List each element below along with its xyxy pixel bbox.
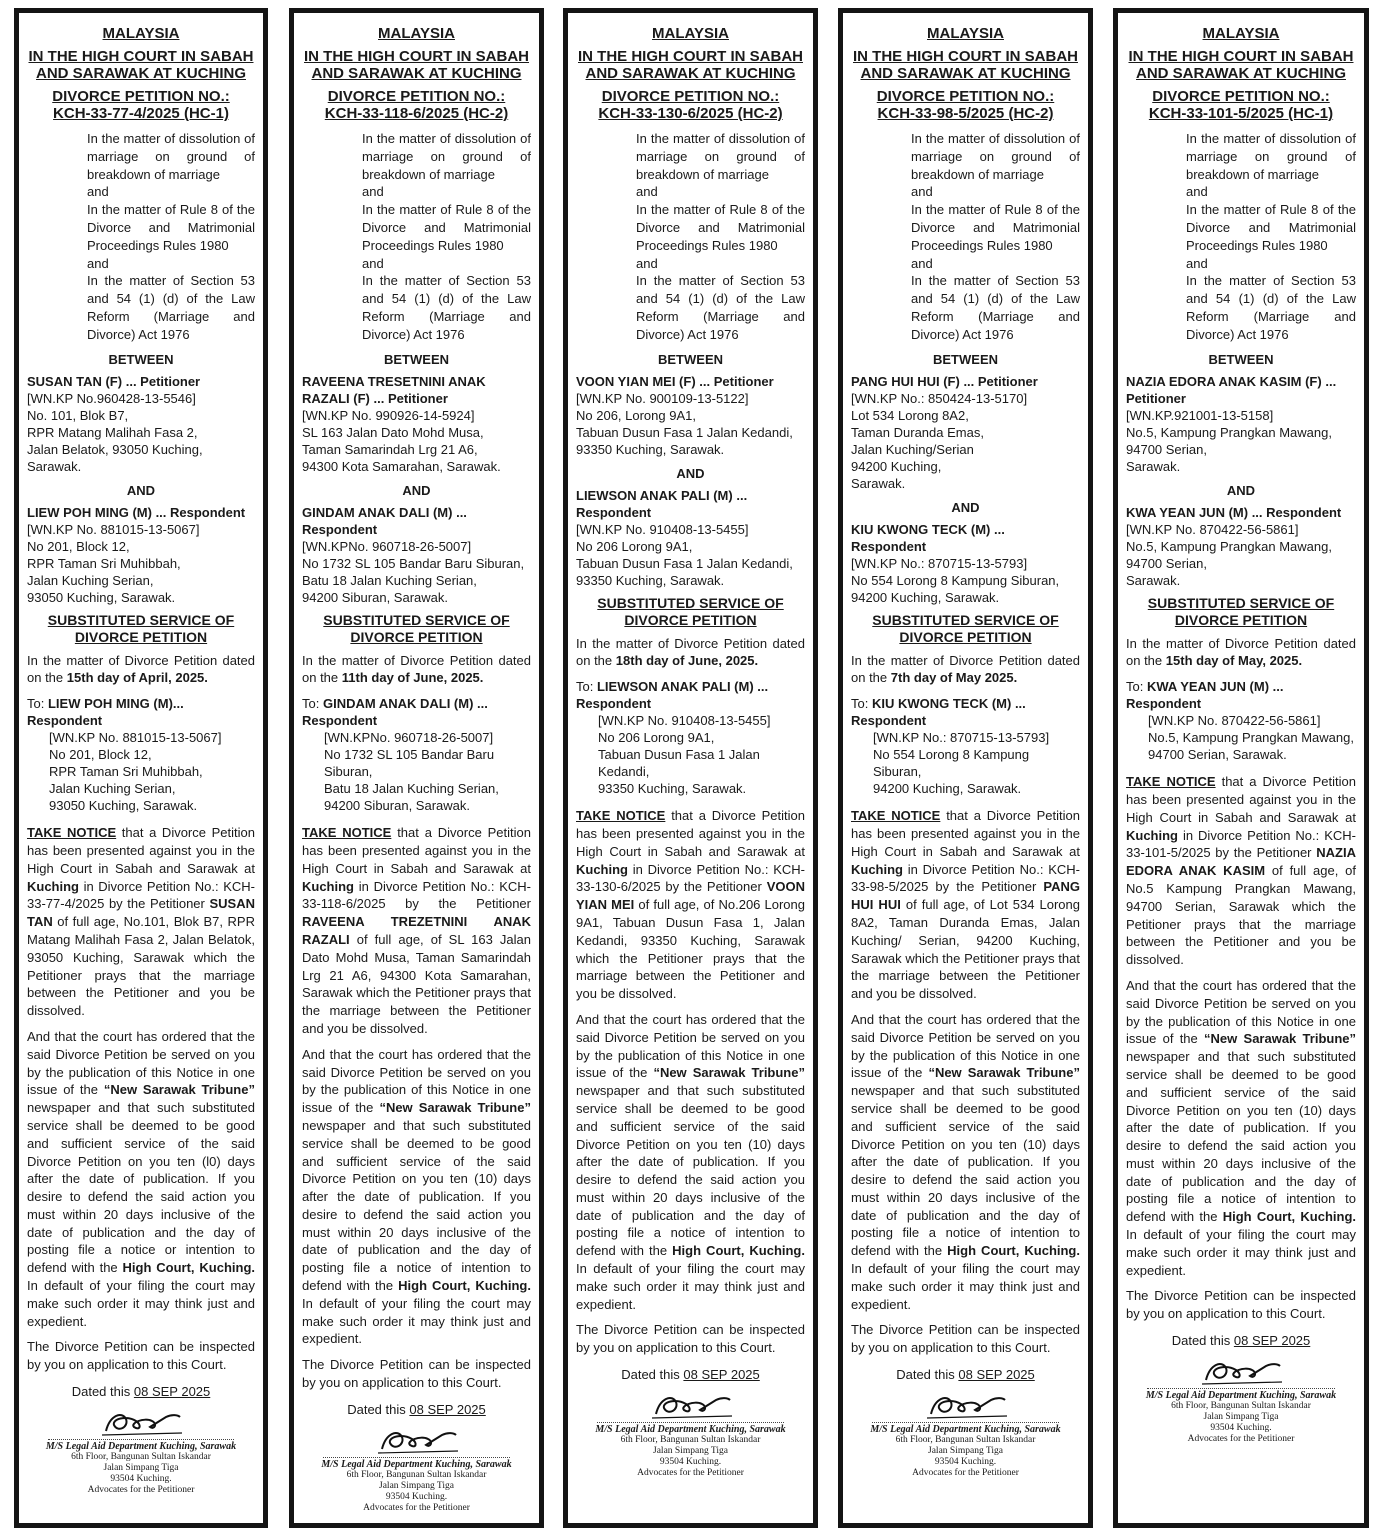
- service-title: SUBSTITUTED SERVICE OF DIVORCE PETITION: [597, 594, 784, 628]
- matter-line: In the matter of Section 53 and 54 (1) (d) of the Law Reform (Marriage and Divorce) Act 1976: [87, 273, 255, 342]
- petitioner-address: [WN.KP No.960428-13-5546] No. 101, Blok B7, RPR Matang Malihah Fasa 2, Jalan Belatok, 93050 Kuching, Sarawak.: [27, 390, 203, 474]
- take-notice-petitioner: SUSAN TAN: [27, 896, 255, 930]
- signature-icon: [372, 1423, 462, 1457]
- to-address: [WN.KPNo. 960718-26-5007] No 1732 SL 105 Bandar Baru Siburan, Batu 18 Jalan Kuching Serian, 94200 Siburan, Sarawak.: [324, 730, 499, 814]
- order-newspaper: “New Sarawak Tribune”: [1204, 1031, 1356, 1047]
- petitioner-block: [851, 373, 1080, 492]
- order-court: High Court, Kuching.: [672, 1243, 805, 1259]
- signature: [27, 1405, 255, 1439]
- take-notice-text-c: of full age, of SL 163 Jalan Dato Mohd Musa, Taman Samarindah Lrg 21 A6, 94300 Kota Samarahan, Sarawak which the Petitioner prays that the marriage between the Petitioner and you be dissolved.: [302, 931, 531, 1036]
- firm-city: 93504 Kuching.: [385, 1491, 448, 1502]
- petition-label: DIVORCE PETITION NO.:: [52, 88, 230, 105]
- dated-label: Dated this: [347, 1401, 406, 1417]
- to-name: LIEWSON ANAK PALI (M) ... Respondent: [576, 679, 769, 712]
- firm-role: Advocates for the Petitioner: [637, 1468, 744, 1479]
- petition-number: KCH-33-77-4/2025 (HC-1): [53, 105, 229, 122]
- firm-floor: 6th Floor, Bangunan Sultan Iskandar: [1171, 1401, 1311, 1412]
- order-text-c: In default of your filing the court may make such order it may think just and expedient.: [576, 1261, 805, 1312]
- inspect-paragraph: The Divorce Petition can be inspected by you on application to this Court.: [302, 1357, 531, 1391]
- dated-date: 08 SEP 2025: [683, 1367, 760, 1383]
- firm-city: 93504 Kuching.: [934, 1457, 997, 1468]
- order-court: High Court, Kuching.: [398, 1278, 531, 1294]
- matter-line: In the matter of dissolution of marriage on ground of breakdown of marriage: [636, 131, 805, 182]
- take-notice-paragraph: [302, 824, 531, 1038]
- petition-date-day: 15th day of May, 2025.: [1165, 653, 1303, 669]
- dated-date: 08 SEP 2025: [409, 1401, 486, 1417]
- order-text-c: In default of your filing the court may make such order it may think just and expedient.: [27, 1278, 255, 1329]
- firm-city: 93504 Kuching.: [110, 1474, 172, 1485]
- dated-label: Dated this: [1171, 1333, 1231, 1349]
- take-notice-text-b: in Divorce Petition No.: KCH-33-98-5/2025 by the Petitioner: [851, 861, 1080, 895]
- order-text-a: And that the court has ordered that the said Divorce Petition be served on you by the publication of this Notice in one issue of the: [302, 1046, 531, 1116]
- firm-role: Advocates for the Petitioner: [1187, 1434, 1295, 1445]
- petition-date-text: [576, 635, 805, 671]
- divorce-notice: [563, 8, 818, 1528]
- firm-block: [27, 1441, 255, 1496]
- to-address: [WN.KP No. 870422-56-5861] No.5, Kampung Prangkan Mawang, 94700 Serian, Sarawak.: [1148, 713, 1354, 763]
- order-paragraph: [576, 1011, 805, 1314]
- petitioner-name: VOON YIAN MEI (F): [576, 373, 696, 389]
- country-heading: MALAYSIA: [652, 25, 729, 42]
- respondent-name: LIEW POH MING (M): [27, 504, 152, 520]
- to-label: To:: [1126, 679, 1144, 695]
- take-notice-petitioner: RAVEENA TREZETNINI ANAK RAZALI: [302, 914, 531, 947]
- take-notice-place: Kuching: [1126, 827, 1178, 843]
- petition-number: KCH-33-130-6/2025 (HC-2): [598, 105, 783, 122]
- dated-line: [27, 1384, 255, 1399]
- matter-line: and: [1186, 255, 1208, 271]
- petitioner-role: ... Petitioner: [963, 373, 1038, 389]
- and-heading: AND: [402, 482, 431, 498]
- and-heading: AND: [951, 499, 980, 515]
- petitioner-address: [WN.KP No. 900109-13-5122] No 206, Lorong 9A1, Tabuan Dusun Fasa 1 Jalan Kedandi, 93350 Kuching, Sarawak.: [576, 390, 793, 457]
- to-block: [27, 695, 255, 814]
- firm-block: [576, 1424, 805, 1479]
- petition-label: DIVORCE PETITION NO.:: [876, 88, 1055, 105]
- take-notice-place: Kuching: [851, 861, 903, 877]
- petition-date-text: [851, 652, 1080, 688]
- signature: [1126, 1354, 1356, 1388]
- order-newspaper: “New Sarawak Tribune”: [653, 1065, 805, 1081]
- take-notice-label: TAKE NOTICE: [576, 808, 666, 824]
- take-notice-text-a: that a Divorce Petition has been presented against you in the High Court in Sabah and Sarawak at: [576, 808, 805, 859]
- take-notice-place: Kuching: [302, 878, 354, 894]
- take-notice-text-b: in Divorce Petition No.: KCH-33-101-5/2025 by the Petitioner: [1126, 827, 1356, 861]
- petitioner-address: [WN.KP.921001-13-5158] No.5, Kampung Prangkan Mawang, 94700 Serian, Sarawak.: [1126, 407, 1332, 474]
- matter-line: and: [362, 255, 384, 271]
- inspect-paragraph: The Divorce Petition can be inspected by you on application to this Court.: [851, 1322, 1080, 1356]
- and-heading: AND: [126, 482, 156, 498]
- firm-floor: 6th Floor, Bangunan Sultan Iskandar: [71, 1452, 211, 1463]
- dated-label: Dated this: [71, 1384, 131, 1400]
- firm-street: Jalan Simpang Tiga: [379, 1480, 454, 1491]
- petition-number: KCH-33-98-5/2025 (HC-2): [877, 105, 1054, 122]
- order-paragraph: [1126, 977, 1356, 1280]
- respondent-role: ... Respondent: [851, 521, 1005, 554]
- to-address: [WN.KP No.: 870715-13-5793] No 554 Lorong 8 Kampung Siburan, 94200 Kuching, Sarawak.: [873, 730, 1050, 797]
- take-notice-label: TAKE NOTICE: [27, 825, 117, 841]
- respondent-address: [WN.KP No. 881015-13-5067] No 201, Block 12, RPR Taman Sri Muhibbah, Jalan Kuching Serian, 93050 Kuching, Sarawak.: [27, 521, 200, 605]
- to-address: [WN.KP No. 910408-13-5455] No 206 Lorong 9A1, Tabuan Dusun Fasa 1 Jalan Kedandi, 93350 Kuching, Sarawak.: [598, 713, 771, 797]
- petition-date-text: [302, 652, 531, 688]
- between-heading: BETWEEN: [658, 351, 723, 367]
- take-notice-text-b: in Divorce Petition No.: KCH-33-118-6/2025 by the Petitioner: [302, 878, 531, 912]
- dated-date: 08 SEP 2025: [133, 1384, 211, 1400]
- firm-role: Advocates for the Petitioner: [363, 1502, 470, 1513]
- respondent-role: ... Respondent: [576, 487, 748, 520]
- take-notice-text-b: in Divorce Petition No.: KCH-33-77-4/2025 by the Petitioner: [27, 878, 255, 912]
- firm-block: [302, 1459, 531, 1514]
- take-notice-text-b: in Divorce Petition No.: KCH-33-130-6/2025 by the Petitioner: [576, 861, 805, 895]
- take-notice-text-a: that a Divorce Petition has been presented against you in the High Court in Sabah and Sarawak at: [302, 825, 531, 876]
- order-text-b: newspaper and that such substituted service shall be deemed to be good and sufficient service of the said Divorce Petition on you ten (10) days after the date of publication. If you desire to defend the said action you must within 20 days inclusive of the date of publication and the day of posting file a notice of intention to defend with the: [851, 1083, 1080, 1259]
- service-title: SUBSTITUTED SERVICE OF DIVORCE PETITION: [872, 611, 1059, 645]
- signature: [302, 1423, 531, 1457]
- respondent-role: ... Respondent: [302, 504, 467, 537]
- matter-line: and: [362, 184, 384, 200]
- take-notice-place: Kuching: [576, 861, 628, 877]
- between-heading: BETWEEN: [933, 351, 998, 367]
- divorce-notice: [289, 8, 544, 1528]
- firm-name: M/S Legal Aid Department Kuching, Sarawak: [870, 1424, 1061, 1436]
- dated-date: 08 SEP 2025: [958, 1367, 1035, 1383]
- petition-label: DIVORCE PETITION NO.:: [601, 88, 780, 105]
- service-title: SUBSTITUTED SERVICE OF DIVORCE PETITION: [1147, 594, 1335, 628]
- respondent-name: LIEWSON ANAK PALI (M): [576, 487, 733, 503]
- petition-label: DIVORCE PETITION NO.:: [1152, 88, 1330, 105]
- country-heading: MALAYSIA: [1202, 25, 1280, 42]
- country-heading: MALAYSIA: [378, 25, 455, 42]
- firm-city: 93504 Kuching.: [1210, 1423, 1272, 1434]
- petition-number: KCH-33-101-5/2025 (HC-1): [1148, 105, 1334, 122]
- matter-line: In the matter of Rule 8 of the Divorce and Matrimonial Proceedings Rules 1980: [362, 202, 531, 253]
- firm-role: Advocates for the Petitioner: [87, 1485, 195, 1496]
- to-label: To:: [302, 696, 320, 712]
- and-heading: AND: [676, 465, 705, 481]
- take-notice-label: TAKE NOTICE: [851, 808, 941, 824]
- petition-date-day: 18th day of June, 2025.: [615, 653, 759, 669]
- inspect-paragraph: The Divorce Petition can be inspected by you on application to this Court.: [1126, 1288, 1356, 1322]
- signature-icon: [921, 1388, 1011, 1422]
- petitioner-address: [WN.KP No. 990926-14-5924] SL 163 Jalan Dato Mohd Musa, Taman Samarindah Lrg 21 A6, 94300 Kota Samarahan, Sarawak.: [302, 407, 501, 474]
- take-notice-petitioner: PANG HUI HUI: [851, 879, 1080, 913]
- order-text-c: In default of your filing the court may make such order it may think just and expedient.: [302, 1295, 531, 1347]
- take-notice-petitioner: VOON YIAN MEI: [576, 879, 805, 913]
- matter-block: [1186, 130, 1356, 344]
- to-block: [851, 695, 1080, 797]
- take-notice-label: TAKE NOTICE: [1126, 774, 1216, 790]
- take-notice-paragraph: [1126, 773, 1356, 969]
- divorce-notice: [14, 8, 268, 1528]
- petition-date-pre: In the matter of Divorce Petition dated on the: [576, 635, 805, 669]
- between-heading: BETWEEN: [384, 351, 449, 367]
- order-court: High Court, Kuching.: [1222, 1209, 1356, 1225]
- take-notice-paragraph: [27, 824, 255, 1020]
- to-address: [WN.KP No. 881015-13-5067] No 201, Block 12, RPR Taman Sri Muhibbah, Jalan Kuching Serian, 93050 Kuching, Sarawak.: [49, 730, 222, 814]
- respondent-block: [27, 504, 255, 606]
- order-newspaper: “New Sarawak Tribune”: [928, 1065, 1080, 1081]
- divorce-notice: [838, 8, 1093, 1528]
- take-notice-paragraph: [576, 807, 805, 1003]
- petition-number: KCH-33-118-6/2025 (HC-2): [324, 105, 509, 122]
- petition-date-day: 11th day of June, 2025.: [341, 670, 484, 686]
- and-heading: AND: [1226, 482, 1256, 498]
- take-notice-text-a: that a Divorce Petition has been presented against you in the High Court in Sabah and Sarawak at: [27, 825, 255, 876]
- signature-icon: [646, 1388, 736, 1422]
- divorce-notice: [1113, 8, 1369, 1528]
- dated-label: Dated this: [896, 1367, 955, 1383]
- matter-line: In the matter of Rule 8 of the Divorce and Matrimonial Proceedings Rules 1980: [911, 202, 1080, 253]
- matter-line: and: [1186, 184, 1208, 200]
- order-text-b: newspaper and that such substituted service shall be deemed to be good and sufficient service of the said Divorce Petition on you ten (10) days after the date of publication. If you desire to defend the said action you must within 20 days inclusive of the date of publication and the day of posting file a notice of intention to defend with the: [576, 1083, 805, 1259]
- between-heading: BETWEEN: [1208, 351, 1274, 367]
- court-heading: IN THE HIGH COURT IN SABAH AND SARAWAK AT KUCHING: [28, 48, 254, 82]
- respondent-block: [851, 521, 1080, 606]
- order-text-c: In default of your filing the court may make such order it may think just and expedient.: [1126, 1227, 1356, 1278]
- court-heading: IN THE HIGH COURT IN SABAH AND SARAWAK AT KUCHING: [578, 48, 803, 82]
- to-label: To:: [576, 679, 594, 695]
- order-text-c: In default of your filing the court may make such order it may think just and expedient.: [851, 1261, 1080, 1312]
- matter-line: In the matter of Section 53 and 54 (1) (d) of the Law Reform (Marriage and Divorce) Act 1976: [362, 273, 531, 342]
- to-label: To:: [27, 696, 45, 712]
- take-notice-text-c: of full age, No.101, Blok B7, RPR Matang Malihah Fasa 2, Jalan Belatok, 93050 Kuching, Sarawak which the Petitioner prays that the marriage between the Petitioner and you be dissolved.: [27, 914, 255, 1019]
- matter-line: In the matter of Rule 8 of the Divorce and Matrimonial Proceedings Rules 1980: [87, 202, 255, 253]
- petitioner-role: ... Petitioner: [1126, 373, 1337, 406]
- inspect-paragraph: The Divorce Petition can be inspected by you on application to this Court.: [27, 1339, 255, 1373]
- petitioner-block: [1126, 373, 1356, 475]
- respondent-name: KWA YEAN JUN (M): [1126, 504, 1249, 520]
- take-notice-text-a: that a Divorce Petition has been presented against you in the High Court in Sabah and Sarawak at: [1126, 774, 1356, 825]
- matter-line: and: [87, 184, 109, 200]
- to-name: GINDAM ANAK DALI (M) ... Respondent: [302, 696, 488, 729]
- service-title: SUBSTITUTED SERVICE OF DIVORCE PETITION: [47, 611, 235, 645]
- matter-block: [87, 130, 255, 344]
- order-newspaper: “New Sarawak Tribune”: [103, 1082, 255, 1098]
- firm-role: Advocates for the Petitioner: [912, 1468, 1019, 1479]
- matter-line: In the matter of Section 53 and 54 (1) (d) of the Law Reform (Marriage and Divorce) Act 1976: [636, 273, 805, 342]
- petitioner-block: [576, 373, 805, 458]
- order-text-a: And that the court has ordered that the said Divorce Petition be served on you by the publication of this Notice in one issue of the: [27, 1028, 255, 1098]
- country-heading: MALAYSIA: [102, 25, 180, 42]
- petitioner-name: SUSAN TAN (F): [27, 373, 123, 389]
- petitioner-name: RAVEENA TRESETNINI ANAK RAZALI (F): [302, 373, 486, 406]
- respondent-role: ... Respondent: [155, 504, 246, 520]
- dated-line: [1126, 1333, 1356, 1348]
- take-notice-text-a: that a Divorce Petition has been presented against you in the High Court in Sabah and Sarawak at: [851, 808, 1080, 859]
- respondent-block: [576, 487, 805, 589]
- signature-line: [48, 1439, 235, 1440]
- to-name: KIU KWONG TECK (M) ... Respondent: [851, 696, 1026, 729]
- matter-block: [636, 130, 805, 344]
- petitioner-name: NAZIA EDORA ANAK KASIM (F): [1126, 373, 1322, 389]
- matter-block: [362, 130, 531, 344]
- inspect-paragraph: The Divorce Petition can be inspected by you on application to this Court.: [576, 1322, 805, 1356]
- petition-date-text: [1126, 635, 1356, 671]
- between-heading: BETWEEN: [108, 351, 174, 367]
- take-notice-label: TAKE NOTICE: [302, 825, 392, 841]
- court-heading: IN THE HIGH COURT IN SABAH AND SARAWAK AT KUCHING: [853, 48, 1078, 82]
- signature-icon: [96, 1405, 186, 1439]
- order-text-a: And that the court has ordered that the said Divorce Petition be served on you by the publication of this Notice in one issue of the: [851, 1011, 1080, 1081]
- dated-line: [576, 1367, 805, 1382]
- respondent-name: KIU KWONG TECK (M): [851, 521, 991, 537]
- petition-date-pre: In the matter of Divorce Petition dated on the: [302, 652, 531, 686]
- firm-floor: 6th Floor, Bangunan Sultan Iskandar: [620, 1435, 761, 1446]
- order-text-a: And that the court has ordered that the said Divorce Petition be served on you by the publication of this Notice in one issue of the: [576, 1011, 805, 1081]
- take-notice-place: Kuching: [27, 878, 79, 894]
- matter-line: and: [911, 184, 933, 200]
- order-paragraph: [302, 1046, 531, 1349]
- signature-icon: [1196, 1354, 1286, 1388]
- take-notice-text-c: of full age, of No.5 Kampung Prangkan Mawang, 94700 Serian, Sarawak which the Petitioner prays that the marriage between the Petitioner and you be dissolved.: [1126, 863, 1356, 968]
- petition-date-text: [27, 652, 255, 688]
- dated-label: Dated this: [621, 1367, 680, 1383]
- service-title: SUBSTITUTED SERVICE OF DIVORCE PETITION: [323, 611, 510, 645]
- matter-line: In the matter of Rule 8 of the Divorce and Matrimonial Proceedings Rules 1980: [1186, 202, 1356, 253]
- matter-line: and: [911, 255, 933, 271]
- matter-block: [911, 130, 1080, 344]
- petitioner-address: [WN.KP No.: 850424-13-5170] Lot 534 Lorong 8A2, Taman Duranda Emas, Jalan Kuching/Serian 94200 Kuching, Sarawak.: [851, 390, 1028, 491]
- petitioner-block: [302, 373, 531, 475]
- order-text-b: newspaper and that such substituted service shall be deemed to be good and sufficient service of the said Divorce Petition on you ten (l0) days after the date of publication. If you desire to defend the said action you must within 20 days inclusive of the date of publication and the day of posting file a notice or intention to defend with the: [27, 1100, 255, 1276]
- firm-name: M/S Legal Aid Department Kuching, Sarawak: [1145, 1390, 1337, 1402]
- take-notice-petitioner: NAZIA EDORA ANAK KASIM: [1126, 845, 1356, 879]
- petitioner-role: ... Petitioner: [373, 390, 448, 406]
- petition-date-pre: In the matter of Divorce Petition dated on the: [1126, 635, 1356, 669]
- dated-date: 08 SEP 2025: [1233, 1333, 1311, 1349]
- firm-name: M/S Legal Aid Department Kuching, Sarawak: [595, 1424, 786, 1436]
- petitioner-name: PANG HUI HUI (F): [851, 373, 960, 389]
- take-notice-text-c: of full age, of No.206 Lorong 9A1, Tabuan Dusun Fasa 1, Jalan Kedandi, 93350 Kuching, Sarawak which the Petitioner prays that the marriage between the Petitioner and you be dissolved.: [576, 897, 805, 1002]
- matter-line: In the matter of Section 53 and 54 (1) (d) of the Law Reform (Marriage and Divorce) Act 1976: [1186, 273, 1356, 342]
- respondent-address: [WN.KP No. 910408-13-5455] No 206 Lorong 9A1, Tabuan Dusun Fasa 1 Jalan Kedandi, 93350 Kuching, Sarawak.: [576, 521, 793, 588]
- signature-line: [597, 1422, 785, 1423]
- respondent-role: ... Respondent: [1251, 504, 1342, 520]
- matter-line: and: [87, 255, 109, 271]
- matter-line: In the matter of dissolution of marriage on ground of breakdown of marriage: [911, 131, 1080, 182]
- matter-line: In the matter of Rule 8 of the Divorce and Matrimonial Proceedings Rules 1980: [636, 202, 805, 253]
- matter-line: In the matter of dissolution of marriage on ground of breakdown of marriage: [1186, 131, 1356, 182]
- respondent-address: [WN.KP No.: 870715-13-5793] No 554 Lorong 8 Kampung Siburan, 94200 Kuching, Sarawak.: [851, 555, 1060, 605]
- court-heading: IN THE HIGH COURT IN SABAH AND SARAWAK AT KUCHING: [1128, 48, 1354, 82]
- to-block: [302, 695, 531, 814]
- to-name: LIEW POH MING (M)... Respondent: [27, 696, 184, 729]
- firm-block: [851, 1424, 1080, 1479]
- take-notice-text-c: of full age, of Lot 534 Lorong 8A2, Taman Duranda Emas, Jalan Kuching/ Serian, 94200 Kuching, Sarawak which the Petitioner prays that the marriage between the Petitioner and you be dissolved.: [851, 897, 1080, 1002]
- matter-line: and: [636, 255, 658, 271]
- firm-street: Jalan Simpang Tiga: [653, 1446, 728, 1457]
- dated-line: [302, 1402, 531, 1417]
- petitioner-role: ... Petitioner: [125, 373, 201, 389]
- take-notice-paragraph: [851, 807, 1080, 1003]
- firm-name: M/S Legal Aid Department Kuching, Sarawak: [45, 1441, 237, 1453]
- order-text-b: newspaper and that such substituted service shall be deemed to be good and sufficient service of the said Divorce Petition on you ten (10) days after the date of publication. If you desire to defend the said action you must within 20 days inclusive of the date of publication and the day of posting file a notice of intention to defend with the: [1126, 1049, 1356, 1225]
- firm-street: Jalan Simpang Tiga: [103, 1463, 179, 1474]
- order-newspaper: “New Sarawak Tribune”: [379, 1100, 531, 1116]
- to-name: KWA YEAN JUN (M) ... Respondent: [1126, 679, 1284, 712]
- order-court: High Court, Kuching.: [122, 1260, 255, 1276]
- firm-name: M/S Legal Aid Department Kuching, Sarawak: [321, 1458, 512, 1470]
- matter-line: In the matter of Section 53 and 54 (1) (d) of the Law Reform (Marriage and Divorce) Act 1976: [911, 273, 1080, 342]
- to-block: [1126, 678, 1356, 763]
- respondent-name: GINDAM ANAK DALI (M): [302, 504, 453, 520]
- signature-line: [1147, 1388, 1336, 1389]
- order-text-b: newspaper and that such substituted service shall be deemed to be good and sufficient service of the said Divorce Petition on you ten (10) days after the date of publication. If you desire to defend the said action you must within 20 days inclusive of the date of publication and the day of posting file a notice of intention to defend with the: [302, 1117, 531, 1294]
- matter-line: and: [636, 184, 658, 200]
- order-court: High Court, Kuching.: [947, 1243, 1080, 1259]
- firm-street: Jalan Simpang Tiga: [928, 1446, 1003, 1457]
- petition-date-pre: In the matter of Divorce Petition dated on the: [27, 652, 255, 686]
- dated-line: [851, 1367, 1080, 1382]
- to-label: To:: [851, 696, 869, 712]
- petition-date-day: 15th day of April, 2025.: [66, 670, 208, 686]
- order-paragraph: [851, 1011, 1080, 1314]
- firm-city: 93504 Kuching.: [659, 1457, 722, 1468]
- respondent-block: [1126, 504, 1356, 589]
- signature: [851, 1388, 1080, 1422]
- petition-date-day: 7th day of May 2025.: [890, 670, 1018, 686]
- order-paragraph: [27, 1028, 255, 1331]
- signature-line: [872, 1422, 1060, 1423]
- signature: [576, 1388, 805, 1422]
- firm-street: Jalan Simpang Tiga: [1203, 1412, 1279, 1423]
- firm-floor: 6th Floor, Bangunan Sultan Iskandar: [895, 1435, 1036, 1446]
- respondent-block: [302, 504, 531, 606]
- respondent-address: [WN.KP No. 870422-56-5861] No.5, Kampung Prangkan Mawang, 94700 Serian, Sarawak.: [1126, 521, 1332, 588]
- firm-block: [1126, 1390, 1356, 1445]
- petitioner-block: [27, 373, 255, 475]
- firm-floor: 6th Floor, Bangunan Sultan Iskandar: [346, 1469, 487, 1480]
- petitioner-role: ... Petitioner: [699, 373, 774, 389]
- country-heading: MALAYSIA: [927, 25, 1004, 42]
- court-heading: IN THE HIGH COURT IN SABAH AND SARAWAK AT KUCHING: [304, 48, 529, 82]
- respondent-address: [WN.KPNo. 960718-26-5007] No 1732 SL 105 Bandar Baru Siburan, Batu 18 Jalan Kuching Serian, 94200 Siburan, Sarawak.: [302, 538, 525, 605]
- order-text-a: And that the court has ordered that the said Divorce Petition be served on you by the publication of this Notice in one issue of the: [1126, 977, 1356, 1047]
- petition-date-pre: In the matter of Divorce Petition dated on the: [851, 652, 1080, 686]
- matter-line: In the matter of dissolution of marriage on ground of breakdown of marriage: [362, 131, 531, 182]
- petition-label: DIVORCE PETITION NO.:: [327, 88, 506, 105]
- matter-line: In the matter of dissolution of marriage on ground of breakdown of marriage: [87, 131, 255, 182]
- to-block: [576, 678, 805, 797]
